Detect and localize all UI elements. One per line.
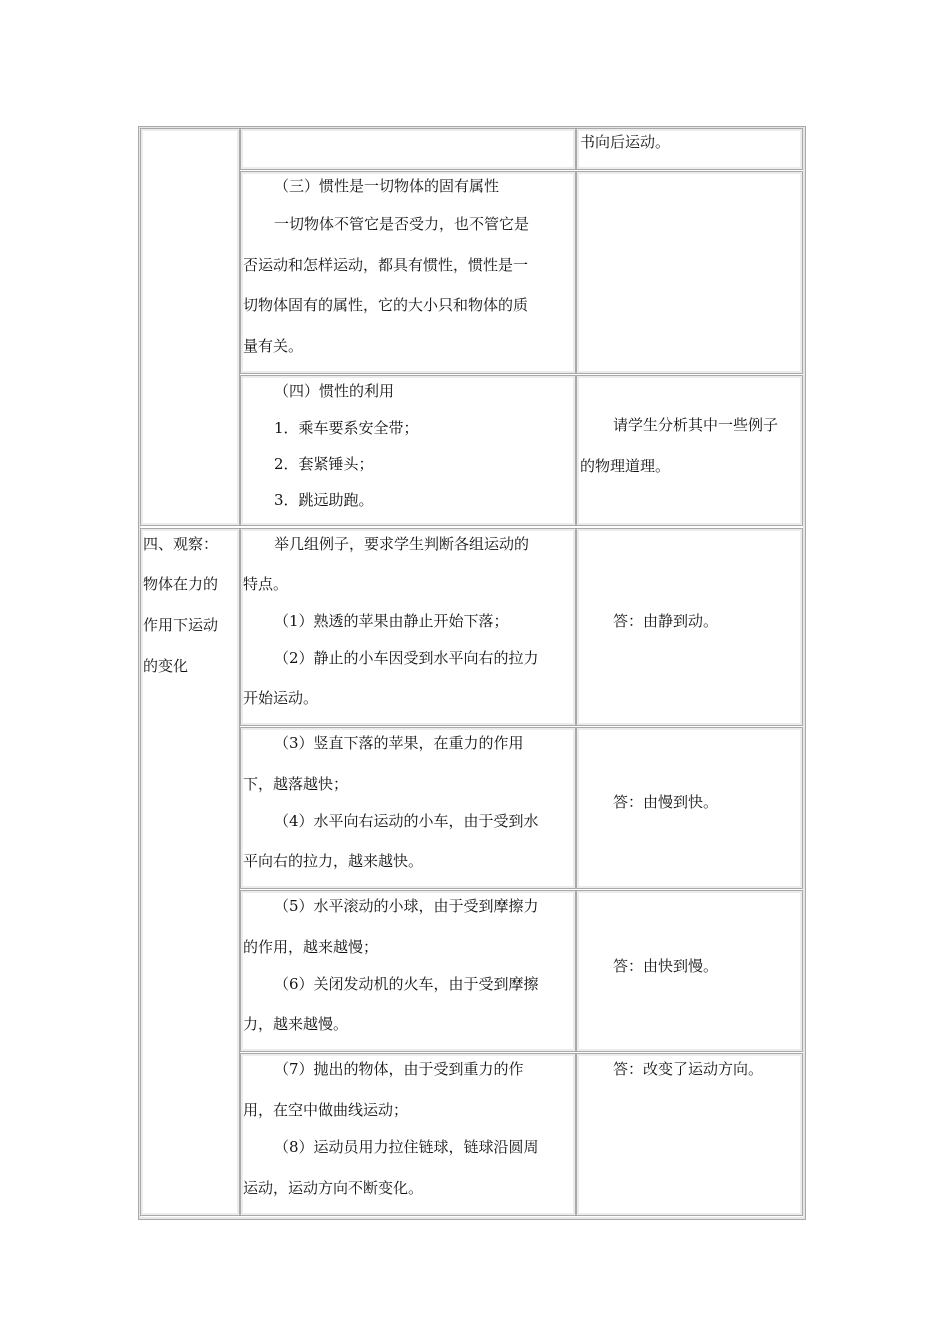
row3-right-line-1: 请学生分析其中一些例子 (613, 416, 779, 434)
g2-line-1: （3）竖直下落的苹果，在重力的作用 (274, 734, 524, 752)
row3-item-2: 2．套紧锤头； (274, 455, 374, 473)
row2-line-1: 一切物体不管它是否受力，也不管它是 (274, 215, 530, 233)
g1-line-5: 开始运动。 (243, 689, 319, 707)
row2-heading: （三）惯性是一切物体的固有属性 (274, 177, 500, 195)
g2-line-4: 平向右的拉力，越来越快。 (243, 852, 424, 870)
g3-line-2: 的作用，越来越慢； (243, 938, 379, 956)
row3-item-1: 1．乘车要系安全带； (274, 419, 419, 437)
g4-line-1: （7）抛出的物体，由于受到重力的作 (274, 1060, 524, 1078)
row2-right-cell (576, 171, 803, 374)
g1-line-3: （1）熟透的苹果由静止开始下落； (274, 612, 509, 630)
g4-line-4: 运动，运动方向不断变化。 (243, 1179, 424, 1197)
section4-left-line-4: 的变化 (143, 657, 189, 675)
g1-line-4: （2）静止的小车因受到水平向右的拉力 (274, 649, 539, 667)
row3-item-3: 3．跳远助跑。 (274, 491, 374, 509)
left-cell-top (140, 128, 240, 526)
row2-line-3: 切物体固有的属性，它的大小只和物体的质 (243, 296, 529, 314)
row3-heading: （四）惯性的利用 (274, 382, 395, 400)
g3-answer: 答：由快到慢。 (613, 957, 719, 975)
g3-line-3: （6）关闭发动机的火车，由于受到摩擦 (274, 975, 539, 993)
row3-right-line-2: 的物理道理。 (580, 457, 671, 475)
g1-line-2: 特点。 (243, 575, 289, 593)
g3-line-1: （5）水平滚动的小球，由于受到摩擦力 (274, 897, 539, 915)
section4-left-line-3: 作用下运动 (143, 616, 219, 634)
g4-line-2: 用，在空中做曲线运动； (243, 1101, 409, 1119)
section4-left-line-1: 四、观察： (143, 535, 219, 553)
row2-line-4: 量有关。 (243, 337, 304, 355)
g1-line-1: 举几组例子，要求学生判断各组运动的 (274, 535, 530, 553)
g2-line-3: （4）水平向右运动的小车，由于受到水 (274, 812, 539, 830)
g3-line-4: 力，越来越慢。 (243, 1015, 349, 1033)
g2-line-2: 下，越落越快； (243, 775, 349, 793)
g2-answer: 答：由慢到快。 (613, 793, 719, 811)
g4-line-3: （8）运动员用力拉住链球，链球沿圆周 (274, 1138, 539, 1156)
row2-line-2: 否运动和怎样运动，都具有惯性，惯性是一 (243, 256, 529, 274)
g1-answer: 答：由静到动。 (613, 612, 719, 630)
row1-right-text: 书向后运动。 (580, 133, 671, 151)
g4-answer: 答：改变了运动方向。 (613, 1060, 764, 1078)
row1-middle-cell (240, 128, 576, 170)
section4-left-line-2: 物体在力的 (143, 575, 219, 593)
